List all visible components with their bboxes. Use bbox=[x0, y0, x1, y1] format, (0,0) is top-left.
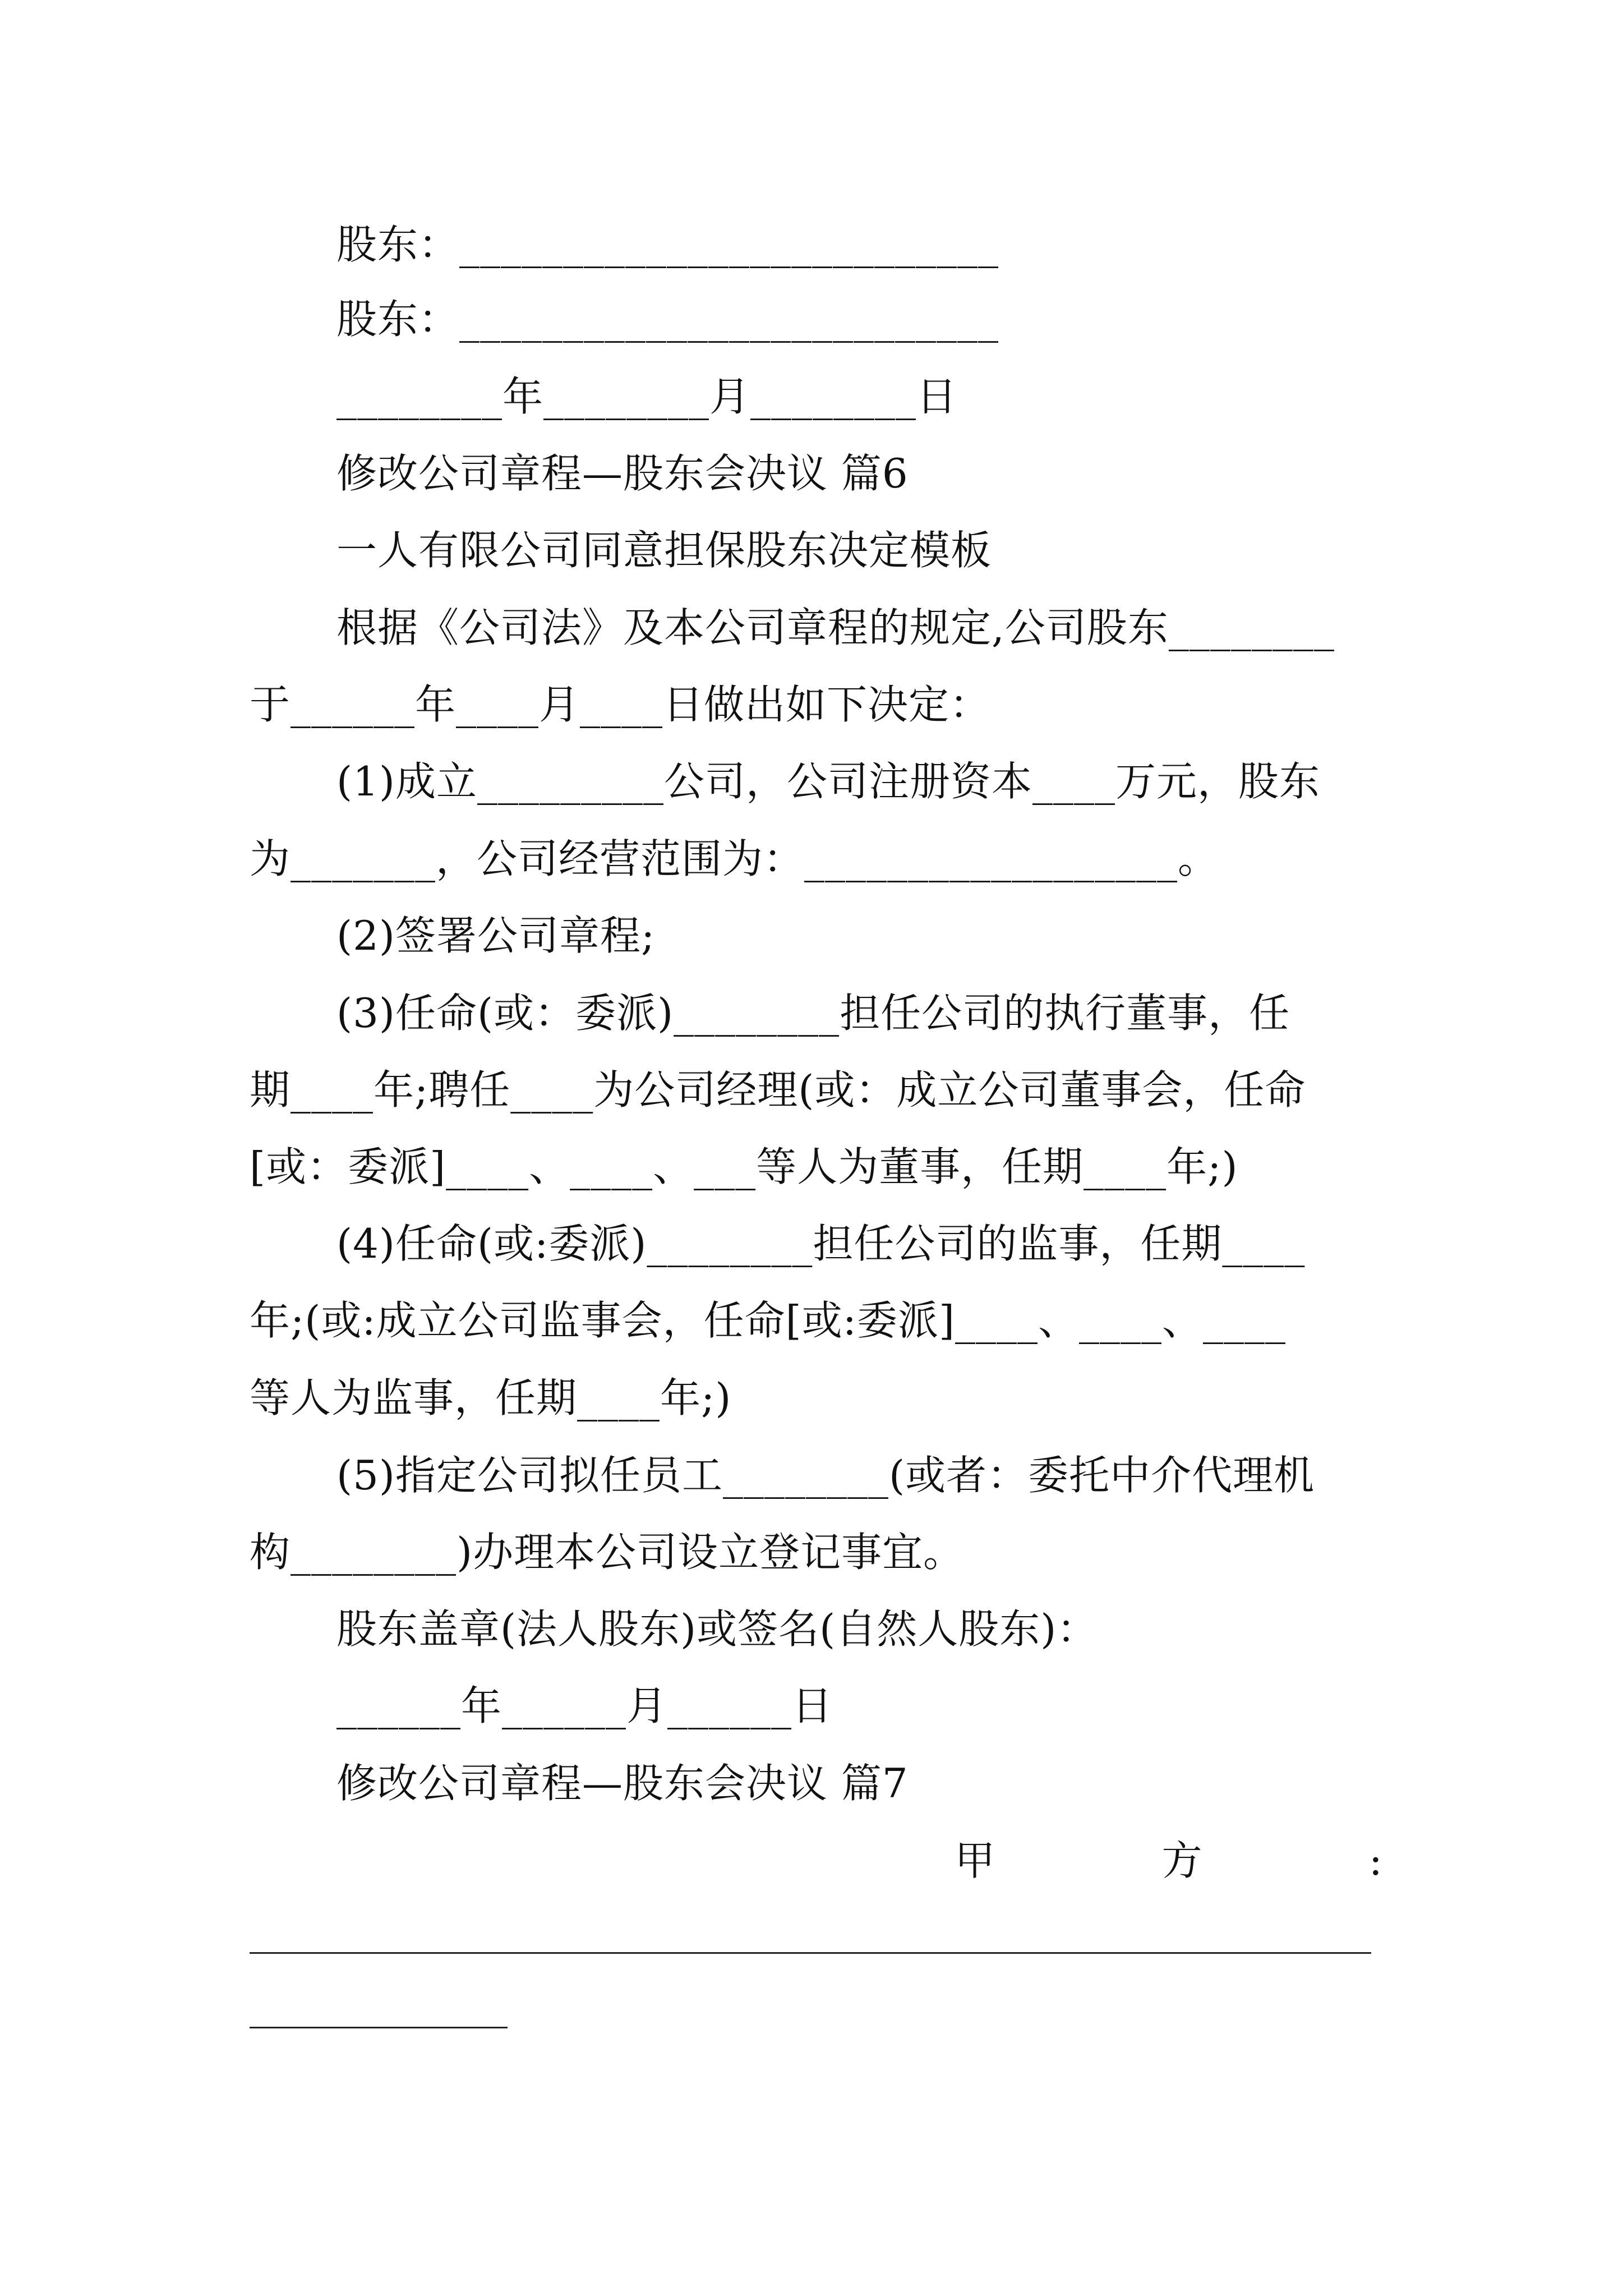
party-a-row bbox=[250, 1837, 1382, 1884]
item-3-line-3: [或：委派]____、____、___等人为董事，任期____年;) bbox=[250, 1143, 1238, 1190]
date-line-2: ______年______月______日 bbox=[336, 1682, 833, 1729]
paragraph-intro-line-2: 于______年____月____日做出如下决定： bbox=[250, 681, 991, 728]
template-title: 一人有限公司同意担保股东决定模板 bbox=[336, 527, 992, 574]
date-line-1: ________年________月________日 bbox=[336, 373, 957, 420]
item-5-line-1: (5)指定公司拟任员工________(或者：委托中介代理机 bbox=[336, 1452, 1315, 1499]
party-a-underline-2 bbox=[250, 2027, 508, 2028]
item-3-line-2: 期____年;聘任____为公司经理(或：成立公司董事会，任命 bbox=[250, 1066, 1306, 1114]
party-a-char-1: 甲 bbox=[955, 1837, 995, 1884]
shareholder-signature-line-1: 股东：__________________________ bbox=[336, 221, 999, 268]
party-a-char-2: 方 bbox=[1161, 1837, 1202, 1884]
item-4-line-2: 年;(或:成立公司监事会，任命[或:委派]____、____、____ bbox=[250, 1297, 1287, 1344]
section-heading-7: 修改公司章程—股东会决议 篇7 bbox=[336, 1760, 909, 1807]
item-4-line-3: 等人为监事，任期____年;) bbox=[250, 1374, 732, 1421]
paragraph-intro-line-1: 根据《公司法》及本公司章程的规定,公司股东________ bbox=[336, 604, 1335, 651]
item-5-line-2: 构________)办理本公司设立登记事宜。 bbox=[250, 1529, 965, 1576]
item-1-line-1: (1)成立_________公司，公司注册资本____万元，股东 bbox=[336, 758, 1320, 805]
item-3-line-1: (3)任命(或：委派)________担任公司的执行董事，任 bbox=[336, 990, 1290, 1037]
shareholder-signature-line-2: 股东：__________________________ bbox=[336, 296, 999, 343]
item-1-line-2: 为_______，公司经营范围为：__________________。 bbox=[250, 835, 1219, 882]
party-a-colon: : bbox=[1368, 1837, 1382, 1884]
party-a-underline-1 bbox=[250, 1952, 1371, 1954]
item-4-line-1: (4)任命(或:委派)________担任公司的监事，任期____ bbox=[336, 1220, 1306, 1267]
section-heading-6: 修改公司章程—股东会决议 篇6 bbox=[336, 450, 909, 497]
shareholder-seal-line: 股东盖章(法人股东)或签名(自然人股东)： bbox=[336, 1605, 1098, 1653]
item-2: (2)签署公司章程; bbox=[336, 912, 656, 959]
